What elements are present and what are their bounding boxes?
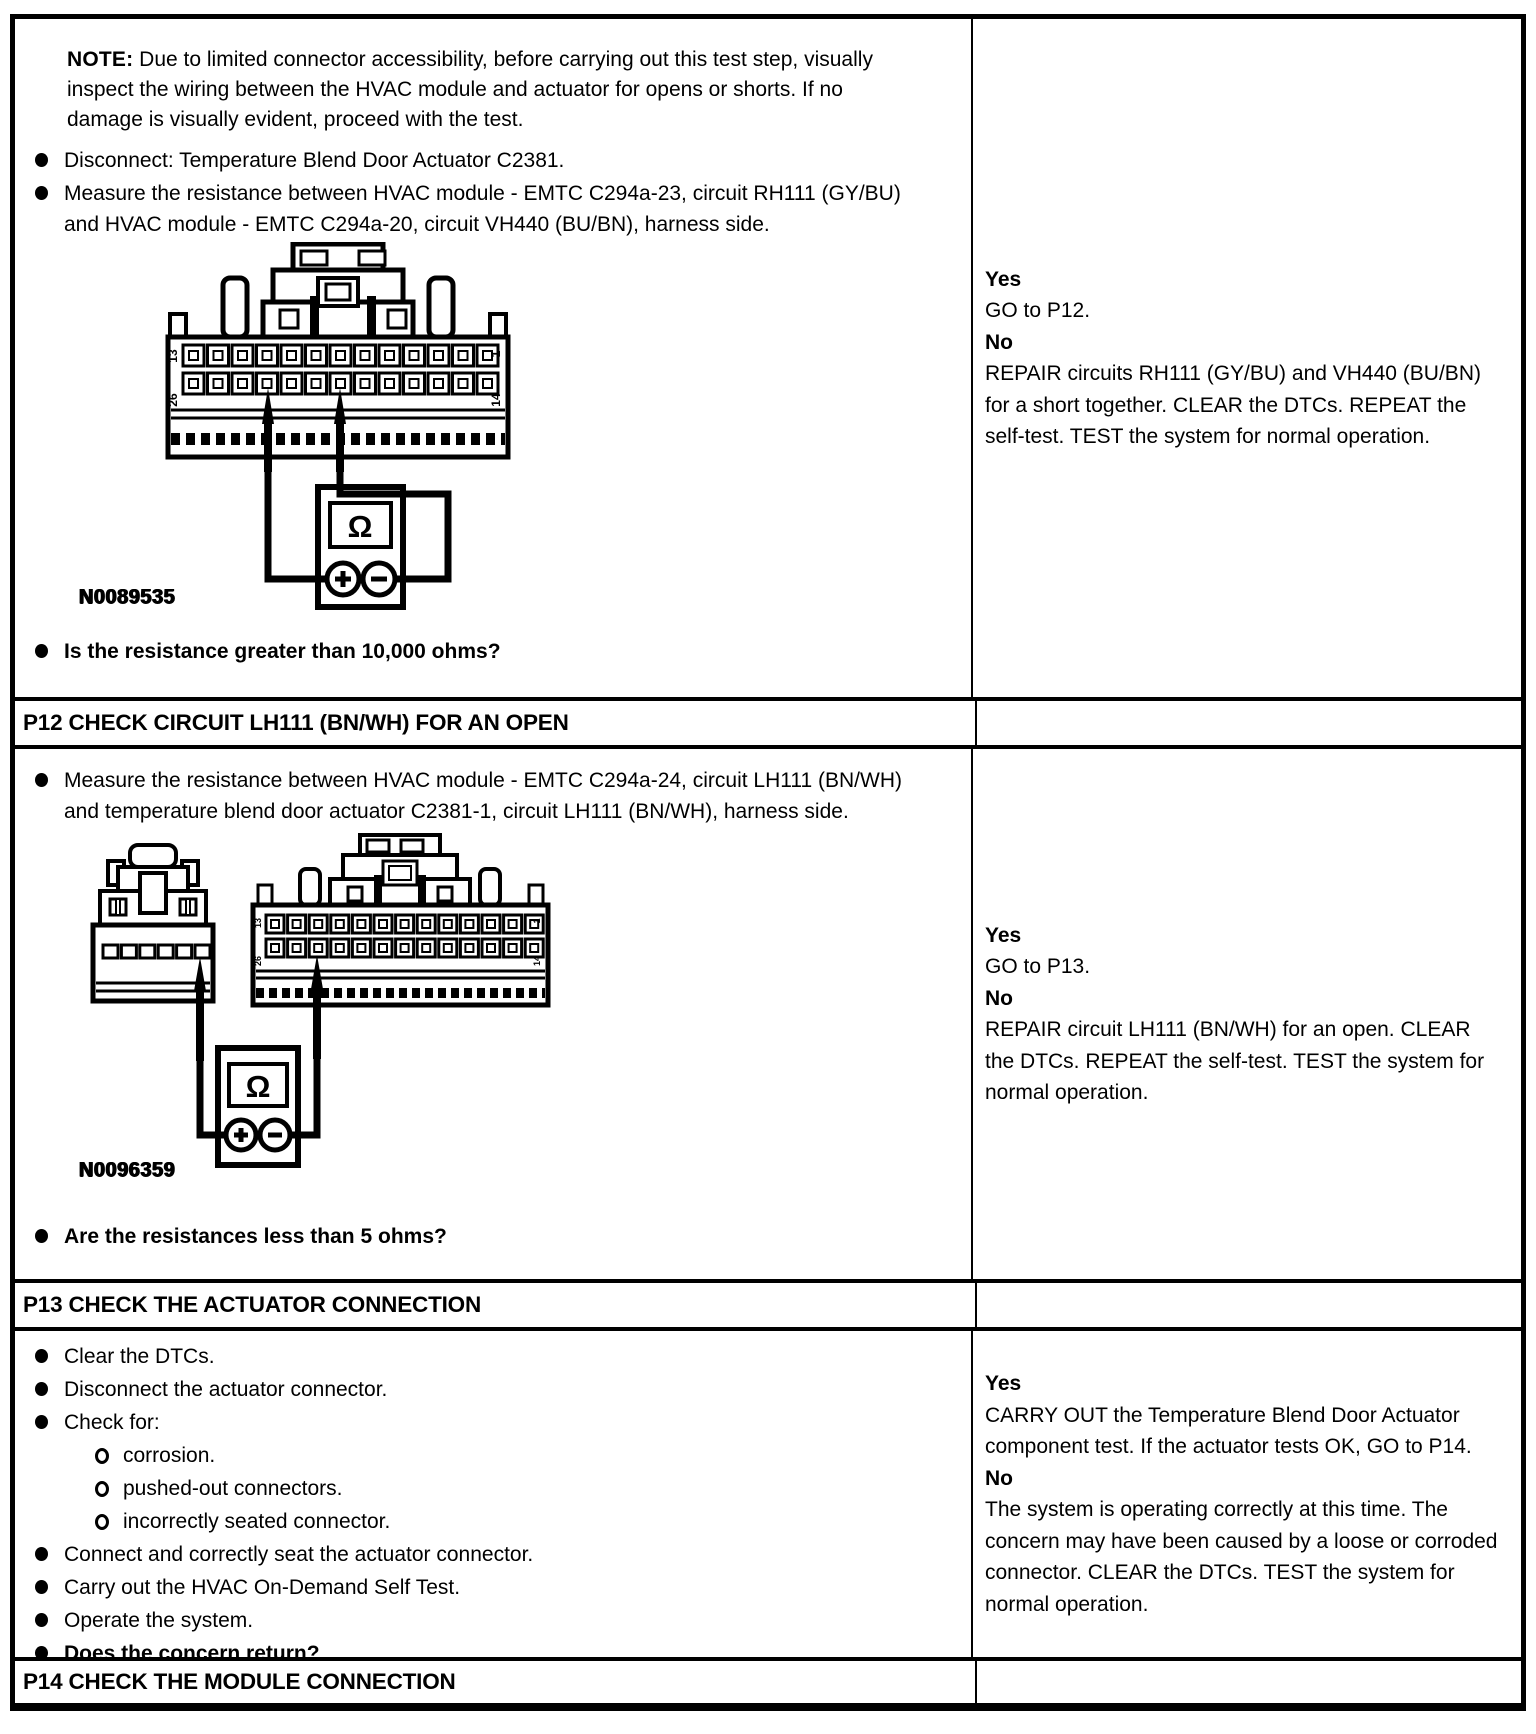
bullet-item [15, 1407, 971, 1438]
step-p12-row [15, 745, 1521, 1279]
question-text: Does the concern return? [64, 1642, 320, 1665]
connector-latch [170, 244, 506, 346]
sub-bullet-item [15, 1473, 971, 1504]
hvac-module-connector-diagram [73, 242, 553, 620]
header-empty-cell [977, 1283, 1521, 1327]
bullet-dot-icon [35, 1646, 48, 1660]
bullet-dot-icon [35, 1580, 48, 1594]
sub-bullet-text: incorrectly seated connector. [123, 1510, 391, 1533]
bullet-dot-icon [35, 1229, 48, 1243]
bullet-dot-icon [35, 1415, 48, 1429]
step-header: P14 CHECK THE MODULE CONNECTION [15, 1661, 977, 1703]
bullet-item [15, 1605, 971, 1636]
question-bullet [15, 1221, 971, 1252]
bullet-item [15, 1374, 971, 1405]
pin-number-label: 13 [166, 349, 180, 363]
bullet-text: Disconnect the actuator connector. [64, 1378, 388, 1401]
bullet-text: Operate the system. [64, 1609, 254, 1632]
actuator-and-module-connector-diagram [78, 833, 578, 1183]
pin-number-label: 1 [532, 918, 542, 924]
pin-number-label: 26 [253, 955, 263, 967]
bullet-list [15, 145, 971, 240]
no-action: REPAIR circuits RH111 (GY/BU) and VH440 (BU/BN) for a short together. CLEAR the DTCs. REPEAT the self-test. TEST the system for normal operation. [985, 362, 1481, 448]
sub-bullet-item [15, 1440, 971, 1471]
bullet-text: Measure the resistance between HVAC module - EMTC C294a-23, circuit RH111 (GY/BU) and HVAC module - EMTC C294a-20, circuit VH440 (BU/BN), harness side. [64, 182, 901, 236]
bullet-dot-icon [35, 1349, 48, 1363]
ohm-symbol: Ω [347, 509, 373, 544]
ohm-symbol: Ω [245, 1069, 271, 1104]
header-empty-cell [977, 1661, 1521, 1703]
no-label: No [985, 1466, 1013, 1490]
step-p13-procedure-cell [15, 1331, 973, 1665]
yes-action: CARRY OUT the Temperature Blend Door Actuator component test. If the actuator tests OK, GO to P14. [985, 1403, 1472, 1458]
bullet-dot-icon [35, 1547, 48, 1561]
step-header: P12 CHECK CIRCUIT LH111 (BN/WH) FOR AN OPEN [15, 701, 977, 745]
figure-label: N0089535 [79, 585, 176, 609]
bullet-text: Carry out the HVAC On-Demand Self Test. [64, 1576, 461, 1599]
step-p13-header-row [15, 1279, 1521, 1327]
connector-ohmmeter-figure [15, 833, 971, 1185]
no-action: The system is operating correctly at this time. The concern may have been caused by a loose or corroded connector. CLEAR the DTCs. TEST the system for normal operation. [985, 1498, 1498, 1616]
bullet-dot-icon [35, 186, 48, 200]
bullet-item [15, 1572, 971, 1603]
no-label: No [985, 986, 1013, 1010]
bullet-text: Measure the resistance between HVAC module - EMTC C294a-24, circuit LH111 (BN/WH) and temperature blend door actuator C2381-1, circuit LH111 (BN/WH), harness side. [64, 769, 902, 823]
module-connector-body [253, 905, 548, 1005]
question-bullet [15, 636, 971, 667]
step-p12-procedure-cell [15, 749, 973, 1279]
pin-number-label: 26 [166, 393, 180, 407]
bullet-item [15, 145, 971, 176]
connector-ohmmeter-figure [15, 242, 971, 622]
sub-bullet-circle-icon [95, 1448, 109, 1464]
step-header: P13 CHECK THE ACTUATOR CONNECTION [15, 1283, 977, 1327]
step-p11-result-cell [973, 19, 1521, 697]
sub-bullet-circle-icon [95, 1481, 109, 1497]
header-empty-cell [977, 701, 1521, 745]
no-label: No [985, 330, 1013, 354]
step-p11-row [15, 19, 1521, 697]
no-action: REPAIR circuit LH111 (BN/WH) for an open. CLEAR the DTCs. REPEAT the self-test. TEST the system for normal operation. [985, 1018, 1485, 1104]
pin-number-label: 1 [489, 350, 503, 358]
bullet-text: Disconnect: Temperature Blend Door Actuator C2381. [64, 149, 565, 172]
pinpoint-test-table [10, 14, 1526, 1711]
bullet-text: Connect and correctly seat the actuator connector. [64, 1543, 534, 1566]
bullet-dot-icon [35, 1613, 48, 1627]
step-p14-header-row [15, 1657, 1521, 1703]
bullet-text: Check for: [64, 1411, 160, 1434]
step-p13-result-cell [973, 1331, 1521, 1657]
bullet-item [15, 178, 971, 240]
figure-label: N0096359 [79, 1158, 176, 1182]
sub-bullet-circle-icon [95, 1514, 109, 1530]
yes-label: Yes [985, 923, 1022, 947]
yes-label: Yes [985, 267, 1022, 291]
bullet-dot-icon [35, 644, 48, 658]
pin-number-label: 14 [489, 393, 503, 407]
note-text: Due to limited connector accessibility, before carrying out this test step, visually inspect the wiring between the HVAC module and actuator for opens or shorts. If no damage is visually evident, proceed with the test. [67, 48, 873, 131]
actuator-connector [93, 845, 213, 1001]
yes-action: GO to P13. [985, 955, 1091, 978]
note-paragraph [67, 45, 912, 135]
yes-action: GO to P12. [985, 299, 1091, 322]
pin-number-label: 13 [253, 917, 263, 929]
bullet-dot-icon [35, 773, 48, 787]
question-text: Are the resistances less than 5 ohms? [64, 1225, 447, 1248]
note-label: NOTE: [67, 48, 134, 71]
bullet-item [15, 765, 971, 827]
sub-bullet-item [15, 1506, 971, 1537]
pin-number-label: 14 [532, 955, 542, 967]
bullet-item [15, 1341, 971, 1372]
bullet-dot-icon [35, 153, 48, 167]
bullet-dot-icon [35, 1382, 48, 1396]
sub-bullet-text: corrosion. [123, 1444, 216, 1467]
sub-bullet-text: pushed-out connectors. [123, 1477, 343, 1500]
step-p12-result-cell [973, 749, 1521, 1279]
question-text: Is the resistance greater than 10,000 ohms? [64, 640, 501, 663]
bullet-item [15, 1539, 971, 1570]
bullet-text: Clear the DTCs. [64, 1345, 215, 1368]
step-p11-procedure-cell [15, 19, 973, 697]
step-p12-header-row [15, 697, 1521, 745]
yes-label: Yes [985, 1372, 1022, 1395]
step-p13-row [15, 1327, 1521, 1665]
